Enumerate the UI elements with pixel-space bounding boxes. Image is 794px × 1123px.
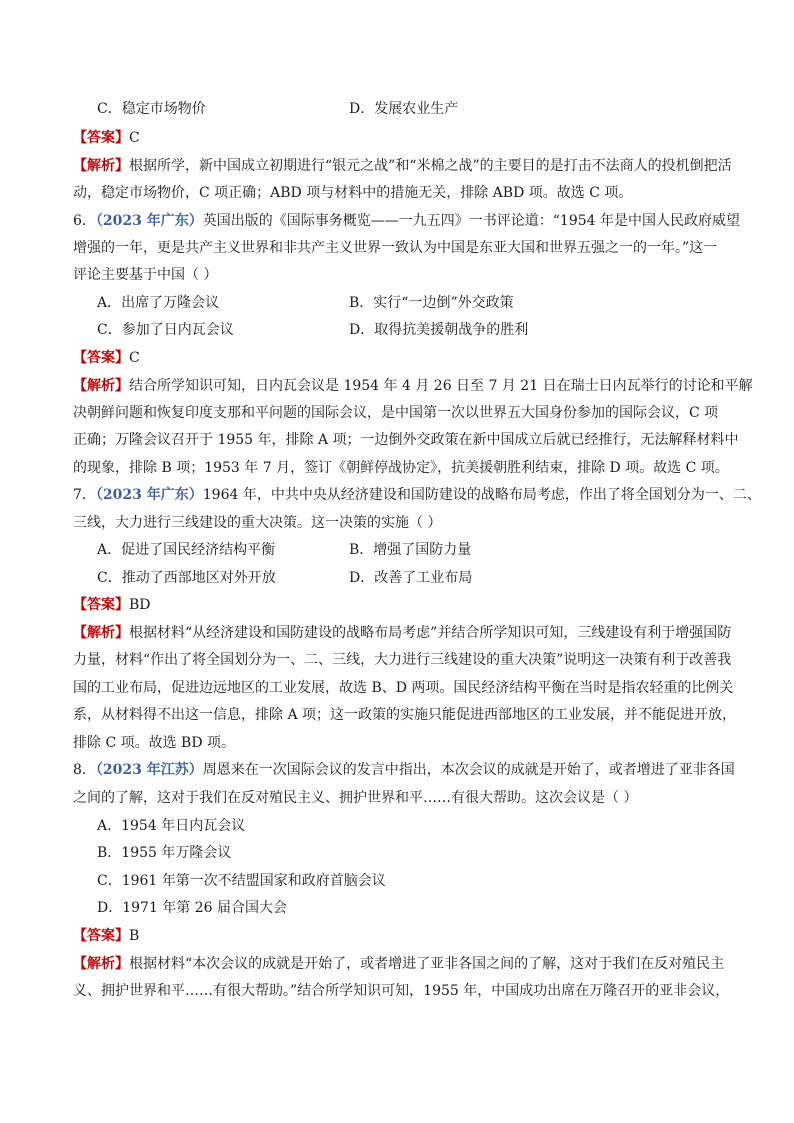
- question-source: （2023 年广东）: [95, 487, 203, 503]
- q7-option-b: B．增强了国防力量: [349, 542, 472, 558]
- q6-option-c: C．参加了日内瓦会议: [97, 322, 234, 338]
- q7-answer: [73, 596, 151, 614]
- q6-stem-line: 增强的一年，更是共产主义世界和非共产主义世界一致认为中国是东亚大国和世界五强之一的一年。”这一: [73, 240, 718, 256]
- q8-option-c: C．1961 年第一次不结盟国家和政府首脑会议: [97, 873, 386, 889]
- q7-stem-line: 三线，大力进行三线建设的重大决策。这一决策的实施（ ）: [73, 515, 442, 531]
- analysis-tag: 【解析】: [73, 158, 129, 174]
- q6-option-a: A．出席了万隆会议: [97, 295, 220, 311]
- question-source: （2023 年江苏）: [95, 762, 203, 778]
- q8-answer: [73, 927, 139, 945]
- q7-analysis-line: 排除 C 项。故选 BD 项。: [73, 735, 236, 751]
- q5-answer: [73, 129, 140, 147]
- q6-stem: 6．（2023 年广东）英国出版的《国际事务概览——一九五四》一书评论道：“1954 年是中国人民政府威望: [73, 213, 740, 229]
- question-source: （2023 年广东）: [95, 213, 203, 229]
- analysis-tag: 【解析】: [73, 378, 129, 394]
- q8-option-a: A．1954 年日内瓦会议: [97, 818, 246, 834]
- q7-stem: 7．（2023 年广东）1964 年，中共中央从经济建设和国防建设的战略布局考虑，作出了将全国划分为一、二、: [73, 487, 761, 503]
- answer-tag: 【答案】: [73, 928, 129, 944]
- analysis-tag: 【解析】: [73, 625, 129, 641]
- q7-analysis-line: 【解析】根据材料“从经济建设和国防建设的战略布局考虑”并结合所学知识可知，三线建设有利于增强国防: [73, 625, 732, 641]
- q8-option-d: D．1971 年第 26 届合国大会: [97, 900, 288, 916]
- q6-analysis-line: 正确；万隆会议召开于 1955 年，排除 A 项；一边倒外交政策在新中国成立后就已经推行，无法解释材料中: [73, 432, 739, 448]
- q7-option-a: A．促进了国民经济结构平衡: [97, 542, 276, 558]
- question-number: 8．: [73, 762, 96, 778]
- q6-option-d: D．取得抗美援朝战争的胜利: [349, 322, 529, 338]
- q6-option-b: B．实行“一边倒”外交政策: [349, 295, 514, 311]
- q8-stem-line: 之间的了解，这对于我们在反对殖民主义、拥护世界和平……有很大帮助。这次会议是（ ）: [73, 790, 638, 806]
- q8-option-b: B．1955 年万隆会议: [97, 845, 232, 861]
- q7-analysis-line: 系，从材料得不出这一信息，排除 A 项；这一政策的实施只能促进西部地区的工业发展，并不能促进开放，: [73, 707, 737, 723]
- q5-analysis-line: 动，稳定市场物价，C 项正确；ABD 项与材料中的措施无关，排除 ABD 项。故选 C 项。: [73, 185, 633, 201]
- q8-stem: 8．（2023 年江苏）周恩来在一次国际会议的发言中指出，本次会议的成就是开始了，或者增进了亚非各国: [73, 762, 735, 778]
- q6-answer: [73, 349, 140, 367]
- q6-analysis-line: 【解析】结合所学知识可知，日内瓦会议是 1954 年 4 月 26 日至 7 月 21 日在瑞士日内瓦举行的讨论和平解: [73, 378, 753, 394]
- question-number: 6．: [73, 213, 96, 229]
- question-number: 7．: [73, 487, 96, 503]
- q5-analysis-line: 【解析】根据所学，新中国成立初期进行“银元之战”和“米棉之战”的主要目的是打击不法商人的投机倒把活: [73, 158, 732, 174]
- answer-tag: 【答案】: [73, 597, 129, 613]
- q6-stem-line: 评论主要基于中国（ ）: [73, 267, 218, 283]
- q5-option-d: D．发展农业生产: [349, 101, 459, 117]
- q5-option-c: C．稳定市场物价: [97, 101, 206, 117]
- q7-analysis-line: 力量，材料“作出了将全国划分为一、二、三线，大力进行三线建设的重大决策”说明这一决策有利于改善我: [73, 652, 732, 668]
- answer-tag: 【答案】: [73, 130, 129, 146]
- answer-value: C: [129, 350, 140, 366]
- answer-value: BD: [129, 597, 151, 613]
- answer-value: C: [129, 130, 140, 146]
- q6-analysis-line: 的现象，排除 B 项；1953 年 7 月，签订《朝鲜停战协定》，抗美援朝胜利结束，排除 D 项。故选 C 项。: [73, 460, 729, 476]
- q7-analysis-line: 国的工业布局，促进边远地区的工业发展，故选 B、D 两项。国民经济结构平衡在当时是指农轻重的比例关: [73, 680, 734, 696]
- answer-value: B: [129, 928, 140, 944]
- analysis-tag: 【解析】: [73, 956, 129, 972]
- q8-analysis-line: 义、拥护世界和平……有很大帮助。”结合所学知识可知，1955 年，中国成功出席在万隆召开的亚非会议，: [73, 983, 730, 999]
- q7-option-d: D．改善了工业布局: [349, 570, 473, 586]
- q7-option-c: C．推动了西部地区对外开放: [97, 570, 276, 586]
- q8-analysis-line: 【解析】根据材料“本次会议的成就是开始了，或者增进了亚非各国之间的了解，这对于我们在反对殖民主: [73, 956, 725, 972]
- answer-tag: 【答案】: [73, 350, 129, 366]
- q6-analysis-line: 决朝鲜问题和恢复印度支那和平问题的国际会议，是中国第一次以世界五大国身份参加的国际会议，C 项: [73, 405, 719, 421]
